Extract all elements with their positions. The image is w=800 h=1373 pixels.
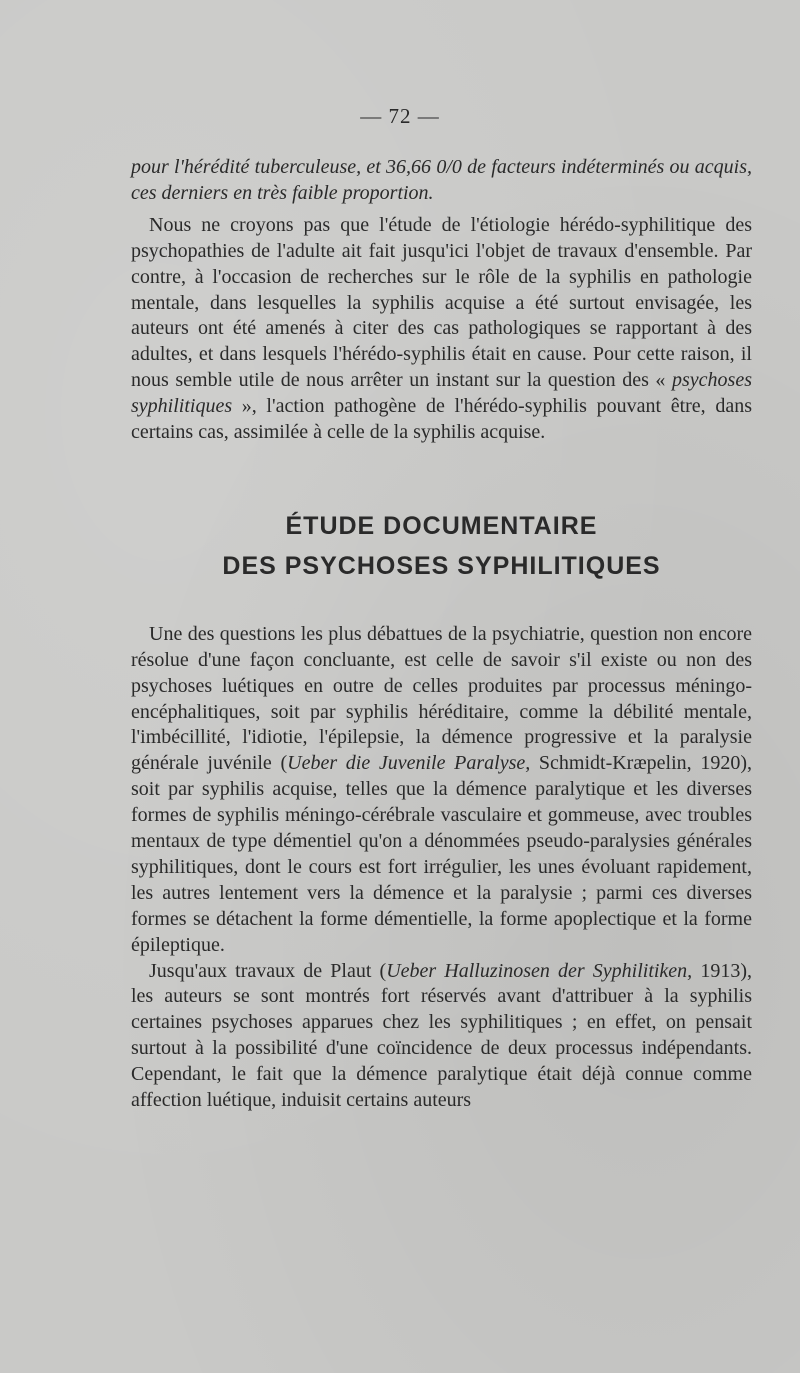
paragraph-text: », l'action pathogène de l'hérédo-syphilis pouvant être, dans certains cas, assimilée à celle de la syphilis acquise.: [131, 395, 752, 444]
italic-citation: Ueber Halluzinosen der Syphilitiken,: [386, 959, 693, 982]
italic-term: psychoses syphilitiques: [131, 369, 752, 418]
paragraph-text: Nous ne croyons pas que l'étude de l'étiologie hérédo-syphilitique des psychopathies de l'adulte ait fait jusqu'ici l'objet de travaux d'ensemble. Par contre, à l'occasion de recherches sur le rôle de la syphilis en pathologie mentale, dans lesquelles la syphilis acquise a été surtout envisagée, les auteurs ont été amenés à citer des cas pathologiques se rapportant à des adultes, et dans lesquels l'hérédo-syphilis était en cause. Pour cette raison, il nous semble utile de nous arrêter un instant sur la question des «: [131, 213, 752, 392]
paragraph-questions: [131, 622, 752, 959]
paragraph-text: Jusqu'aux travaux de Plaut (: [149, 959, 387, 982]
paragraph-text: Une des questions les plus débattues de la psychiatrie, question non encore résolue d'une façon concluante, est celle de savoir s'il existe ou non des psychoses luétiques en outre de celles produites par processus méningo-encéphalitiques, soit par syphilis héréditaire, comme la débilité mentale, l'imbécillité, l'idiotie, l'épilepsie, la démence progressive et la paralysie générale juvénile (: [131, 622, 752, 775]
paragraph-text: 1913), les auteurs se sont montrés fort réservés avant d'attribuer à la syphilis certaines psychoses apparues chez les syphilitiques ; en effet, on pensait surtout à la possibilité d'une coïncidence de deux processus indépendants. Cependant, le fait que la démence paralytique était déjà connue comme affection luétique, induisit certains auteurs: [131, 959, 752, 1112]
paragraph-text: Schmidt-Kræpelin, 1920), soit par syphilis acquise, telles que la démence paralytique et les diverses formes de syphilis méningo-cérébrale vasculaire et gommeuse, avec troubles mentaux de type démentiel qu'on a dénommées pseudo-paralysies générales syphilitiques, dont le cours est fort irrégulier, les unes évoluant rapidement, les autres lentement vers la démence et la paralysie ; parmi ces diverses formes se détachent la forme démentielle, la forme apoplectique et la forme épileptique.: [131, 752, 752, 956]
italic-citation: Ueber die Juvenile Paralyse,: [287, 752, 531, 775]
page-number: — 72 —: [360, 104, 440, 128]
paragraph-etiologie: [131, 213, 752, 446]
paragraph-plaut: [131, 959, 752, 1114]
page-content: [131, 155, 752, 1114]
section-heading-line-2: DES PSYCHOSES SYPHILITIQUES: [222, 551, 661, 580]
section-heading-line-1: ÉTUDE DOCUMENTAIRE: [285, 511, 598, 540]
continuation-paragraph: pour l'hérédité tuberculeuse, et 36,66 0/0 de facteurs indéterminés ou acquis, ces derniers en très faible proportion.: [131, 156, 752, 204]
